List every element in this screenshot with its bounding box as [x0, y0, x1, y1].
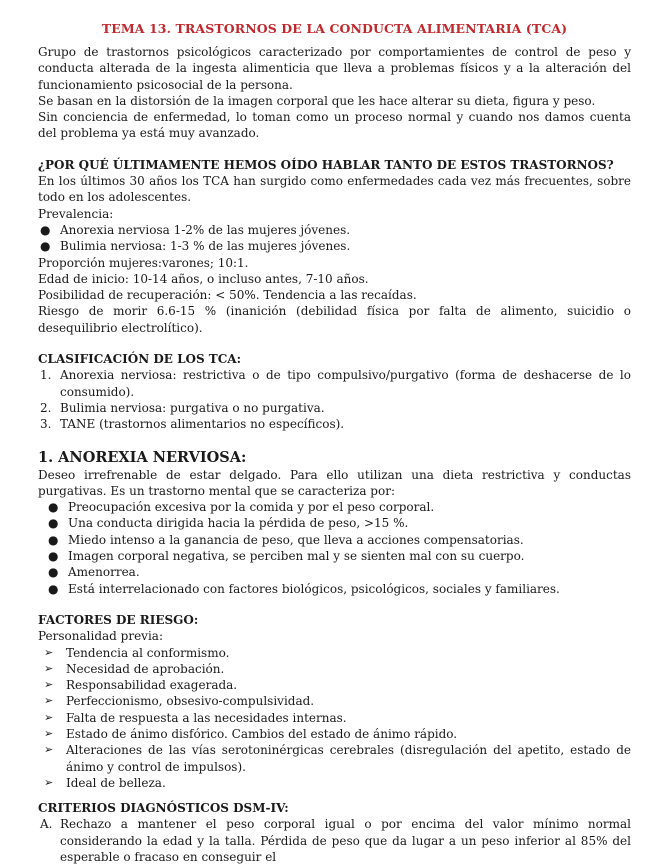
list-item: 1. Anorexia nerviosa: restrictiva o de tipo compulsivo/purgativo (forma de deshacerse de lo consumido). [40, 368, 631, 399]
list-item: A. Rechazo a mantener el peso corporal igual o por encima del valor mínimo normal considerando la edad y la talla. Pérdida de peso que da lugar a un peso inferior al 85% del esperable o fracaso en conseguir el [40, 817, 631, 865]
section-why-heading: ¿POR QUÉ ÚLTIMAMENTE HEMOS OÍDO HABLAR TANTO DE ESTOS TRASTORNOS? [38, 157, 614, 172]
section-why-text: En los últimos 30 años los TCA han surgido como enfermedades cada vez más frecuentes, sobre todo en los adolescentes. [38, 174, 631, 205]
arrow-bullet-icon: ➢ [44, 694, 54, 708]
intro-paragraph-1: Grupo de trastornos psicológicos caracterizado por comportamientes de control de peso y conducta alterada de la ingesta alimenticia que lleva a problemas físicos y a la alteración del funcionamiento psicosocial de la persona. [38, 45, 631, 92]
bullet-icon: ● [40, 222, 51, 237]
list-item: ● Miedo intenso a la ganancia de peso, que lleva a acciones compensatorias. [48, 532, 524, 547]
anorexia-list [38, 499, 631, 597]
list-item: ● Una conducta dirigida hacia la pérdida de peso, >15 %. [48, 516, 409, 531]
list-item: ● Bulimia nerviosa: 1-3 % de las mujeres jóvenes. [40, 239, 351, 254]
section-anorexia-text: Deseo irrefrenable de estar delgado. Para ello utilizan una dieta restrictiva y conductas purgativas. Es un trastorno mental que se caracteriza por: [38, 467, 631, 498]
fact-onset: Edad de inicio: 10-14 años, o incluso antes, 7-10 años. [38, 271, 369, 286]
prevalence-list [38, 222, 631, 255]
classification-list [38, 367, 631, 432]
risk-label: Personalidad previa: [38, 629, 163, 644]
fact-ratio: Proporción mujeres:varones; 10:1. [38, 255, 249, 270]
bullet-icon: ● [48, 532, 59, 547]
bullet-icon: ● [40, 239, 51, 254]
list-item: ➢ Alteraciones de las vías serotoninérgicas cerebrales (disregulación del apetito, estado de ánimo y control de impulsos). [44, 743, 631, 774]
risk-list [38, 645, 631, 792]
arrow-bullet-icon: ➢ [44, 743, 54, 757]
list-item: ● Anorexia nerviosa 1-2% de las mujeres jóvenes. [40, 222, 351, 237]
list-item: ● Imagen corporal negativa, se perciben mal y se sienten mal con su cuerpo. [48, 549, 525, 564]
list-item: ● Está interrelacionado con factores biológicos, psicológicos, sociales y familiares. [48, 581, 560, 596]
section-class-heading: CLASIFICACIÓN DE LOS TCA: [38, 352, 242, 367]
prevalence-label: Prevalencia: [38, 206, 114, 221]
arrow-bullet-icon: ➢ [44, 645, 54, 659]
arrow-bullet-icon: ➢ [44, 726, 54, 740]
list-item: ➢ Ideal de belleza. [44, 775, 166, 790]
arrow-bullet-icon: ➢ [44, 710, 54, 724]
bullet-icon: ● [48, 549, 59, 564]
arrow-bullet-icon: ➢ [44, 661, 54, 675]
dsm-criteria-list [38, 816, 631, 865]
list-item: ➢ Estado de ánimo disfórico. Cambios del estado de ánimo rápido. [44, 726, 458, 741]
list-item: 3. TANE (trastornos alimentarios no específicos). [40, 417, 345, 432]
bullet-icon: ● [48, 500, 59, 515]
arrow-bullet-icon: ➢ [44, 775, 54, 789]
fact-recovery: Posibilidad de recuperación: < 50%. Tendencia a las recaídas. [38, 288, 417, 303]
fact-mortality: Riesgo de morir 6.6-15 % (inanición (debilidad física por falta de alimento, suicidio o desequilibrio electrolítico). [38, 304, 631, 335]
list-item: ● Preocupación excesiva por la comida y por el peso corporal. [48, 500, 435, 515]
list-item: ➢ Perfeccionismo, obsesivo-compulsividad. [44, 694, 315, 709]
list-item: ➢ Tendencia al conformismo. [44, 645, 230, 660]
bullet-icon: ● [48, 516, 59, 531]
list-item: 2. Bulimia nerviosa: purgativa o no purgativa. [40, 400, 325, 415]
page-title: TEMA 13. TRASTORNOS DE LA CONDUCTA ALIMENTARIA (TCA) [101, 21, 568, 36]
intro-paragraph-2: Se basan en la distorsión de la imagen corporal que les hace alterar su dieta, figura y peso. [38, 93, 596, 108]
section-anorexia-heading: 1. ANOREXIA NERVIOSA: [38, 448, 247, 466]
bullet-icon: ● [48, 565, 59, 580]
list-item: ➢ Responsabilidad exagerada. [44, 678, 238, 693]
list-item: ➢ Necesidad de aprobación. [44, 661, 225, 676]
section-dsm-heading: CRITERIOS DIAGNÓSTICOS DSM-IV: [38, 801, 289, 816]
bullet-icon: ● [48, 581, 59, 596]
arrow-bullet-icon: ➢ [44, 678, 54, 692]
intro-paragraph-3: Sin conciencia de enfermedad, lo toman como un proceso normal y cuando nos damos cuenta del problema ya está muy avanzado. [38, 110, 631, 141]
list-item: ➢ Falta de respuesta a las necesidades internas. [44, 710, 347, 725]
list-item: ● Amenorrea. [48, 565, 140, 580]
section-risk-heading: FACTORES DE RIESGO: [38, 612, 199, 627]
